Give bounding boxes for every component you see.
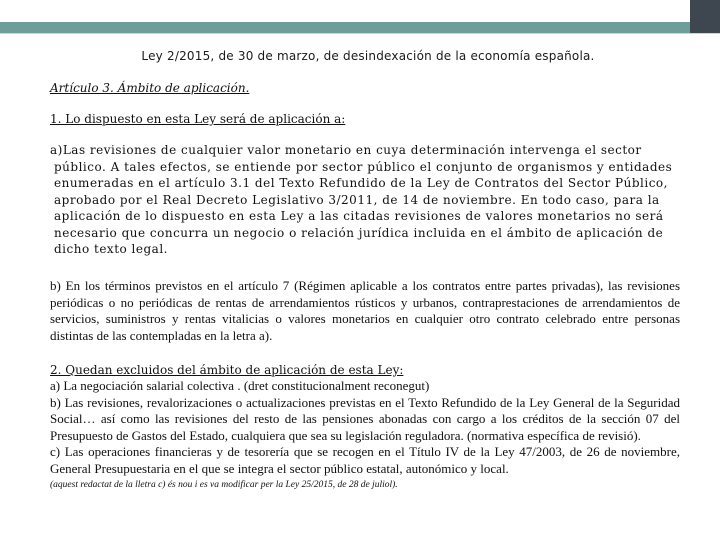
point-1-heading: 1. Lo dispuesto en esta Ley será de aplicación a: <box>50 112 346 126</box>
exclusions-list <box>50 378 680 494</box>
top-decoration-bar <box>0 0 720 34</box>
exclusion-a: a) La negociación salarial colectiva . (dret constitucionalment reconegut) <box>50 378 430 393</box>
article-heading: Artículo 3. Ámbito de aplicación. <box>50 81 250 95</box>
paragraph-b: b) En los términos previstos en el artículo 7 (Régimen aplicable a los contratos entre partes privadas), las revisiones periódicas o no periódicas de rentas de arrendamientos rústicos y urbanos, contraprestaciones de arrendamientos de servicios, suministros y rentas vitalicias o valores monetarios en cualquier otro contrato celebrado entre personas distintas de las contempladas en la letra a). <box>50 278 680 343</box>
divider <box>0 33 720 34</box>
exclusion-b: b) Las revisiones, revalorizaciones o actualizaciones previstas en el Texto Refundido de la Ley General de la Seguridad Social… así como las revisiones del resto de las pensiones abonadas con cargo a los créditos de la sección 07 del Presupuesto de Gastos del Estado, cualquiera que sea su legislación reguladora. (normativa específica de revisió). <box>50 394 680 443</box>
corner-block <box>690 0 720 33</box>
exclusion-c: c) Las operaciones financieras y de tesorería que se recogen en el Título IV de la Ley 47/2003, de 26 de noviembre, General Presupuestaria en el que se integra el sector público estatal, autonómico y local. <box>50 444 680 476</box>
accent-bar <box>0 22 718 33</box>
slide-title: Ley 2/2015, de 30 de marzo, de desindexación de la economía española. <box>141 49 595 63</box>
point-2-heading: 2. Quedan excluidos del ámbito de aplicación de esta Ley: <box>50 363 404 377</box>
editor-note: (aquest redactat de la lletra c) és nou i es va modificar per la Ley 25/2015, de 28 de juliol). <box>50 480 398 490</box>
paragraph-a: a)Las revisiones de cualquier valor monetario en cuya determinación intervenga el sector público. A tales efectos, se entiende por sector público el conjunto de organismos y entidades enumeradas en el artículo 3.1 del Texto Refundido de la Ley de Contratos del Sector Público, aprobado por el Real Decreto Legislativo 3/2011, de 14 de noviembre. En todo caso, para la aplicación de lo dispuesto en esta Ley a las citadas revisiones de valores monetarios no será necesario que concurra un negocio o relación jurídica incluida en el ámbito de aplicación de dicho texto legal. <box>50 143 673 256</box>
